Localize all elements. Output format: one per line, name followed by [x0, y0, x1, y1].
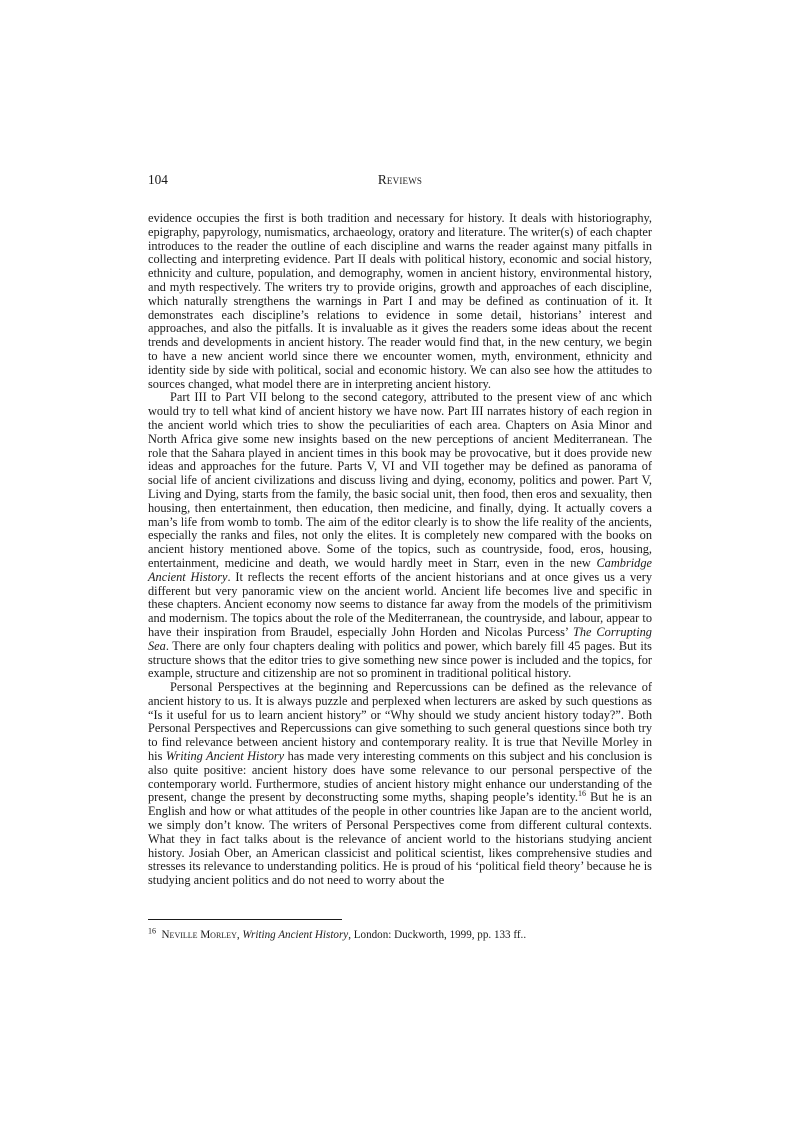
- page-number: 104: [148, 172, 168, 187]
- footnote-publication: , London: Duckworth, 1999, pp. 133 ff..: [348, 929, 527, 941]
- paragraph-1: [148, 212, 652, 391]
- text-run: But he is an English and how or what attitudes of the people in other countries like Japan are to the ancient world, we simply don’t know. The writers of Personal Perspectives come from different cultural contexts. What they in fact talks about is the relevance of ancient world to the historians studying ancient history. Josiah Ober, an American classicist and political scientist, likes comprehensive studies and stresses its relevance to understanding politics. He is proud of his ‘political field theory’ because he is studying ancient politics and do not need to worry about the: [148, 790, 652, 888]
- footnote-title: Writing Ancient History: [242, 929, 349, 941]
- running-title: Reviews: [377, 172, 423, 187]
- running-head: [148, 172, 652, 190]
- italic-title: Writing Ancient History: [165, 749, 285, 764]
- italic-title: Cambridge Ancient History: [148, 555, 652, 584]
- body-text: [148, 212, 652, 888]
- text-run: has made very interesting comments on this subject and his conclusion is also quite positive: ancient history does have some relevance to our personal perspective of the contemporary world. Furthermore, studies of ancient history might enhance our understanding of the present, change the present by deconstructing some myths, shaping people’s identity.: [148, 749, 653, 805]
- italic-title: The Corrupting Sea: [148, 624, 652, 653]
- paragraph-3: [148, 681, 652, 888]
- text-run: Part III to Part VII belong to the second category, attributed to the present view of anc which would try to tell what kind of ancient history we have now. Part III narrates history of each region in the ancient world which tries to show the peculiarities of each area. Chapters on Asia Minor and North Africa give some new insights based on the new perceptions of ancient Mediterranean. The role that the Sahara played in ancient times in this book may be provocative, but it does provide new ideas and approaches for the future. Parts V, VI and VII together may be defined as panorama of social life of ancient civilizations and discuss living and dying, economy, politics and power. Part V, Living and Dying, starts from the family, the basic social unit, then food, then eros and sexuality, then housing, then entertainment, then education, then medicine, and finally, dying. It actually covers a man’s life from womb to tomb. The aim of the editor clearly is to show the life reality of the ancients, especially the ranks and files, not only the elites. It is completely new compared with the books on ancient history mentioned above. Some of the topics, such as countryside, food, eros, housing, entertainment, medicine and death, we would hardly meet in Starr, even in the new: [148, 390, 652, 570]
- text-run: . It reflects the recent efforts of the ancient historians and at once gives us a very different but very panoramic view on the ancient world. Ancient life becomes live and specific in these chapters. Ancient economy now seems to distance far away from the models of the primitivism and modernism. The topics about the role of the Mediterranean, the countryside, and labour, appear to have their inspiration from Braudel, especially John Horden and Nicolas Purcess’: [148, 569, 652, 639]
- paragraph-2: [148, 391, 652, 681]
- footnote-separator: [148, 919, 342, 920]
- footnote-marker: 16: [148, 926, 156, 936]
- text-run: . There are only four chapters dealing with politics and power, which barely fill 45 pages. But its structure shows that the editor tries to give something new since power is included and the topics, for example, structure and citizenship are not so prominent in traditional political history.: [148, 638, 652, 681]
- footnote-author: Neville Morley: [161, 929, 237, 941]
- footnote-16: $^{16}$ Neville Morley, Writing Ancient History, London: Duckworth, 1999, pp. 133 ff..: [148, 926, 527, 941]
- text-run: evidence occupies the first is both tradition and necessary for history. It deals with historiography, epigraphy, papyrology, numismatics, archaeology, oratory and literature. The writer(s) of each chapter introduces to the reader the outline of each discipline and warns the reader against many pitfalls in collecting and interpreting evidence. Part II deals with political history, economic and social history, ethnicity and culture, population, and demography, women in ancient history, environmental history, and myth respectively. The writers try to provide origins, growth and approaches of each discipline, which naturally strengthens the warnings in Part I and may be defined as continuation of it. It demonstrates each discipline’s relations to evidence in some detail, historians’ interest and approaches, and also the pitfalls. It is invaluable as it gives the readers some ideas about the recent trends and developments in ancient history. The reader would find that, in the new century, we begin to have a new ancient world since there we encounter women, myth, environment, ethnicity and identity side by side with political, social and economic history. We can also see how the attitudes to sources changed, what model there are in interpreting ancient history.: [148, 211, 652, 391]
- footnote-reference: 16: [577, 789, 586, 799]
- text-run: Personal Perspectives at the beginning and Repercussions can be defined as the relevance of ancient history to us. It is always puzzle and perplexed when lecturers are asked by such questions as “Is it useful for us to learn ancient history” or “Why should we study ancient history today?”. Both Personal Perspectives and Repercussions can give something to such general questions since both try to find relevance between ancient history and contemporary reality. It is true that Neville Morley in his: [148, 680, 652, 764]
